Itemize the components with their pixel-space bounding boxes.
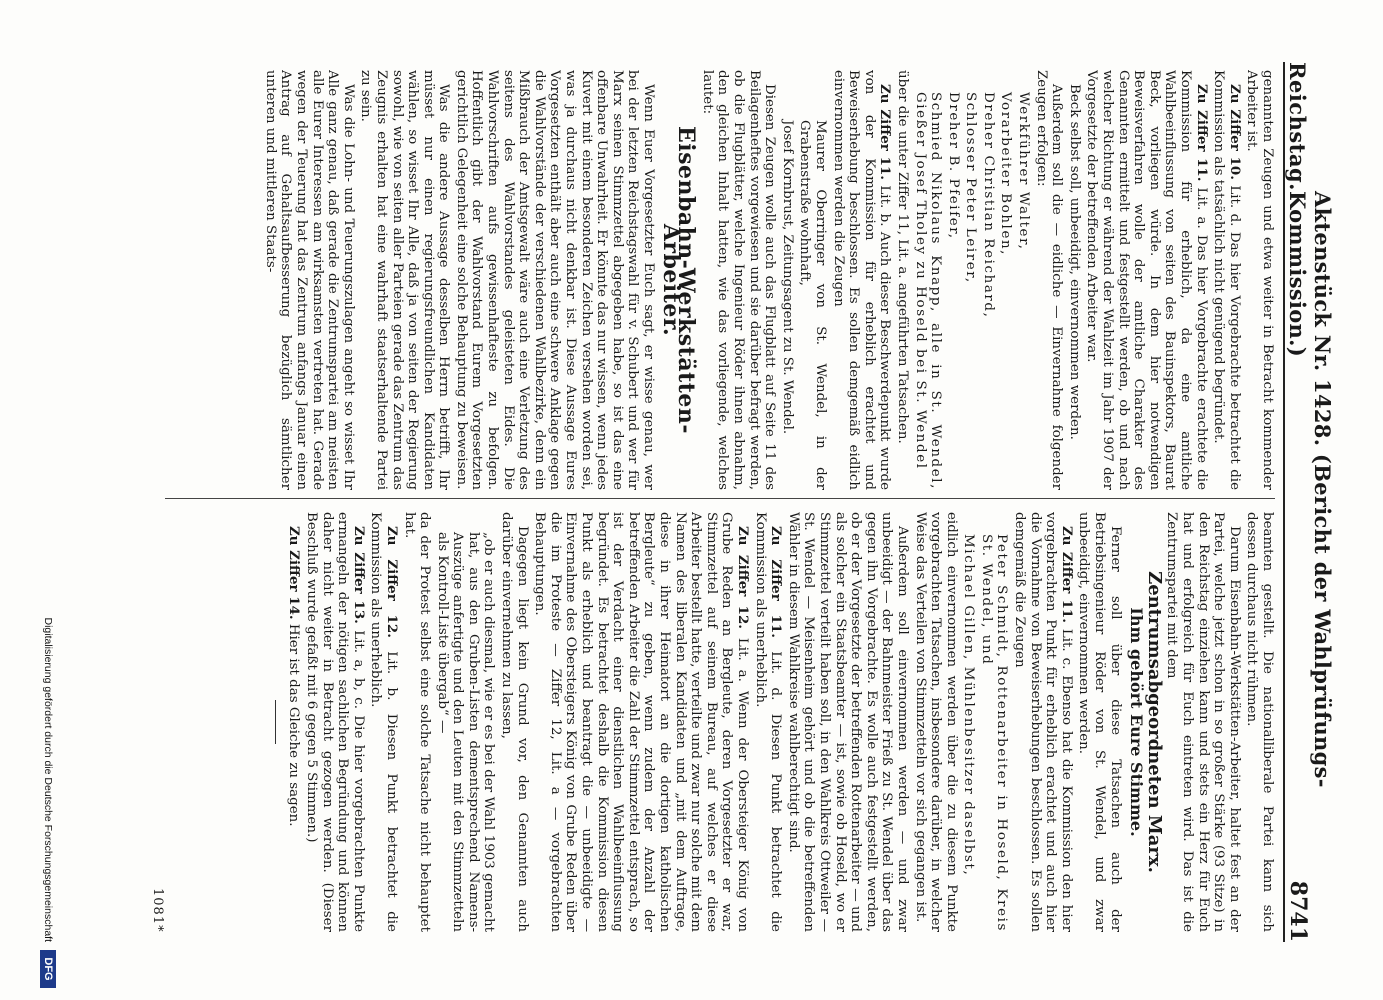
end-rule <box>275 700 276 744</box>
left-column <box>165 70 1275 490</box>
section-label: Zu Ziffer 12. <box>735 526 751 629</box>
paragraph: eidlich einvernommen werden über die zu diesem Punkte vorgebrachten Tatsachen, insbesondere darüber, in welcher Weise das Verteilen von Stimmzetteln vor sich gegangen ist. <box>912 512 959 932</box>
paragraph: Beck selbst soll, unbeeidigt, einvernommen werden. <box>1066 84 1082 440</box>
paragraph: Dagegen liegt kein Grund vor, den Genannten auch darüber einvernehmen zu lassen, <box>499 512 530 932</box>
section-label: Zu Ziffer 12. <box>383 526 400 638</box>
page-number: 1081* <box>150 888 165 933</box>
section-label: Zu Ziffer 11. <box>877 84 894 180</box>
paragraph <box>752 512 783 932</box>
paragraph <box>532 512 750 932</box>
witness-name: Maurer Oberringer von St. Wendel, in der Grabenstraße wohnhaft, <box>797 120 828 490</box>
paragraph-text: Lit. d. Diesen Punkt betrachtet die Kommission als unerheblich. <box>752 512 784 932</box>
header-page-number: 8741 <box>1285 880 1311 942</box>
paragraph: Was die Lohn- und Teuerungszulagen angeht so wisset Ihr Alle ganz genau, daß gerade die Zentrumspartei am meisten alle Eurer Interessen am wirksamsten vertreten hat. Gerade wegen der Teuerung hat das Zentrum anfangs Januar einen Antrag auf Gehaltsaufbesserung bezüglich sämtlicher unteren und mittleren Staats- <box>262 70 356 490</box>
paragraph <box>286 512 302 932</box>
paragraph-text: Lit. d. Das hier Vorgebrachte betrachtet die Kommission als tatsächlich nicht genügend begründet. <box>1211 70 1242 490</box>
witness-name: Dreher Christian Reichard, <box>980 92 996 319</box>
digitization-note: Digitalisierung gefördert durch die Deutsche Forschungsgemeinschaft <box>42 617 54 942</box>
paragraph: Außerdem soll die — eidliche — Einvernahme folgender Zeugen erfolgen: <box>1033 70 1065 490</box>
witness-name: Josef Kornbrust, Zeitungsagent zu St. Wendel. <box>779 120 795 435</box>
witness-name: Schmied Nikolaus Knapp, alle in St. Wendel, Gießer Josef Tholey zu Hoseld bei St. Wendel <box>912 92 944 490</box>
witness-name: Schlosser Peter Leirer, <box>963 92 979 284</box>
paragraph <box>368 512 399 932</box>
quotation: „ob er auch diesmal, wie er es bei der Wahl 1903 gemacht hat, aus den Gruben-Listen dementsprechend Namens-Auszüge anfertigte und den Leuten mit den Stimmzetteln als Kontroll-Liste übergab“ — <box>434 532 497 932</box>
paragraph-text: Hier ist das Gleiche zu sagen. <box>286 623 302 827</box>
paragraph: da der Protest selbst eine solche Tatsache nicht behauptet hat. <box>401 512 433 932</box>
paragraph: Diesen Zeugen wolle auch das Flugblatt auf Seite 11 des Beilagenheftes vorgewiesen und sie darüber befragt werden, ob die Flugblätter, welche Ingenieur Röder ihnen abnahm, den gleichen Inhalt hatten, wie das vorliegende, welches lautet: <box>699 70 778 490</box>
paragraph: Außerdem soll einvernommen werden — und zwar unbeeidigt — der Bahnmeister Frieß zu St. Wendel über das gegen ihn Vorgebrachte. Es wolle auch festgestellt werden, ob er der Vorgesetzte der betreffenden Rottenarbeiter — und als solcher ein Staatsbeamter — ist, sowie ob Hoseld, wo er Stimmzettel verteilt haben soll, in den Wahlkreis Ottweiler — St. Wendel — Meisenheim gehört und ob die betreffenden Wähler in diesem Wahlkreise wahlberechtigt sind. <box>785 512 910 932</box>
right-column <box>165 512 1275 932</box>
paragraph: Darum Eisenbahn-Werkstätten-Arbeiter, haltet fest an der Partei, welche jetzt schon in so großer Stärke (93 Sitze) in den Reichstag einziehen kann und stets ein Herz für Euch hat und erfolgreich für Euch eintreten wird. Das ist die Zentrumspartei mit dem <box>1164 512 1242 932</box>
digitization-sidebar <box>0 0 78 1000</box>
witness-name: Michael Gillen, Mühlenbesitzer daselbst, <box>961 534 977 877</box>
witness-name: Vorarbeiter Bohlen, <box>998 92 1014 257</box>
paragraph <box>303 512 365 932</box>
paragraph: über die unter Ziffer 11, Lit. a. angeführten Tatsachen. <box>894 70 910 444</box>
page-header <box>1283 62 1335 942</box>
header-title: Aktenstück Nr. 1428. (Bericht der Wahlprüfungs-Kommission.) <box>1285 190 1335 788</box>
paragraph <box>830 70 892 490</box>
paragraph: Ferner soll über diese Tatsachen auch der Betriebsingenieur Röder von St. Wendel, und zwar unbeeidigt, einvernommen werden. <box>1076 512 1123 932</box>
flyer-subheading: Ihm gehört Eure Stimme. <box>1127 607 1147 837</box>
column-divider <box>165 498 1275 499</box>
paragraph-text: Lit. a. Das hier Vorgebrachte erachtete die Kommission für erheblich, da eine amtliche Wahlbeeinflussung von seiten des Bauinspektors, Baurat Beck, vorliegen würde. In dem hier notwendigen Beweisverfahren wolle der amtliche Charakter des Genannten ermittelt und festgestellt werden, ob und nach welcher Richtung er während der Wahlzeit im Jahr 1907 der Vorgesetzte der betreffenden Arbeiter war. <box>1084 70 1209 490</box>
section-label: Zu Ziffer 14. <box>286 526 303 620</box>
paragraph: beamten gestellt. Die nationalliberale Partei kann sich dessen durchaus nicht rühmen. <box>1244 512 1275 932</box>
paragraph <box>1211 70 1242 490</box>
paragraph-text: Lit. c. Ebenso hat die Kommission den hier vorgebrachten Punkt für erheblich erachtet und auch hier die Vornahme von Beweiserhebungen beschlossen. Es sollen demgemäß die Zeugen <box>1012 512 1074 932</box>
flyer-heading: Eisenbahn-Werkstätten-Arbeiter. <box>657 125 700 435</box>
dfg-logo: DFG <box>40 950 56 988</box>
section-label: Zu Ziffer 11. <box>1193 84 1210 182</box>
section-label: Zu Ziffer 11. <box>1058 526 1075 623</box>
paragraph: Wenn Euer Vorgesetzter Euch sagt, er wisse genau, wer bei der letzten Reichstagswahl für v. Schubert und wer für Marx seinen Stimmzettel abgegeben habe, so ist das eine offenbare Unwahrheit. Er könnte das nur wissen, wenn jedes Kuvert mit einem besonderen Zeichen versehen worden sei, was ja durchaus nicht denkbar ist. Diese Aussage Eures Vorgesetzten enthält aber auch eine schwere Anklage gegen die Wahlvorstände der verschiedenen Wahlbezirke, denn ein Mißbrauch der Amtsgewalt wäre auch eine Verletzung des seitens des Wahlvorstandes geleisteten Eides. Die Wahlvorschriften aufs gewissenhafteste zu befolgen. Hoffentlich gibt der Wahlvorstand Eurem Vorgesetzten gerichtlich Gelegenheit eine solche Behauptung zu beweisen. <box>453 70 657 490</box>
paragraph <box>1012 512 1074 932</box>
section-label: Zu Ziffer 11. <box>768 526 785 638</box>
witness-name: Peter Schmidt, Rottenarbeiter in Hoseld, Kreis St. Wendel, und <box>978 534 1010 932</box>
paragraph: genannten Zeugen und etwa weiter in Betracht kommender Arbeiter ist. <box>1244 70 1275 490</box>
paragraph-text: Lit. a, b, c. Die hier vorgebrachten Punkte ermangeln der nötigen sachlichen Begründung und können daher nicht weiter in Betracht gezogen werden. (Dieser Beschluß wurde gefaßt mit 6 gegen 5 Stimmen.) <box>303 512 366 932</box>
flyer-subheading: Zentrumsabgeordneten Marx. <box>1143 571 1165 873</box>
header-left: Reichstag. <box>1285 62 1310 191</box>
paragraph <box>1084 70 1209 490</box>
paragraph: Was die andere Aussage desselben Herrn betrifft, Ihr müsset nur einen regierungsfreundlichen Kandidaten wählen, so wisset Ihr Alle, daß ja von seiten der Regierung sowohl, wie von seiten aller Parteien gerade das Zentrum das Zeugnis erhalten hat eine wahrhaft staatserhaltende Partei zu sein. <box>358 70 452 490</box>
paragraph-text: Lit. b. Diesen Punkt betrachtet die Kommission als unerheblich. <box>368 512 399 932</box>
paragraph-text: Lit. b. Auch dieser Beschwerdepunkt wurde von der Kommission für erheblich erachtet und Beweiserhebung beschlossen. Es sollen demgemäß eidlich einvernommen werden die Zeugen <box>830 70 893 490</box>
section-label: Zu Ziffer 10. <box>1226 84 1243 180</box>
witness-name: Dreher B. Pfeifer, <box>945 92 961 240</box>
paragraph-text: Lit. a. Wenn der Obersteiger König von Grube Reden an Bergleute, deren Vorgesetzter er war, Stimmzettel auf seinem Bureau, auf welches er diese Arbeiter bestellt hatte, verteilte und zwar nur solche mit dem Namen des liberalen Kandidaten und „mit dem Auftrage, diese in ihrer Heimatort an die dortigen katholischen Bergleute“ zu geben, wenn zudem der Anzahl der betreffenden Arbeiter die Zahl der Stimmzettel entsprach, so ist der Verdacht einer dienstlichen Wahlbeeinflussung begründet. Es betrachtet deshalb die Kommission diesen Punkt als erheblich und beantragt die — unbeeidigte — Einvernahme des Obersteigers König von Grube Reden über die im Proteste — Ziffer 12, Lit. a — vorgebrachten Behauptungen. <box>532 512 750 932</box>
section-label: Zu Ziffer 13. <box>350 526 367 624</box>
witness-name: Werkführer Walter, <box>1016 92 1032 251</box>
